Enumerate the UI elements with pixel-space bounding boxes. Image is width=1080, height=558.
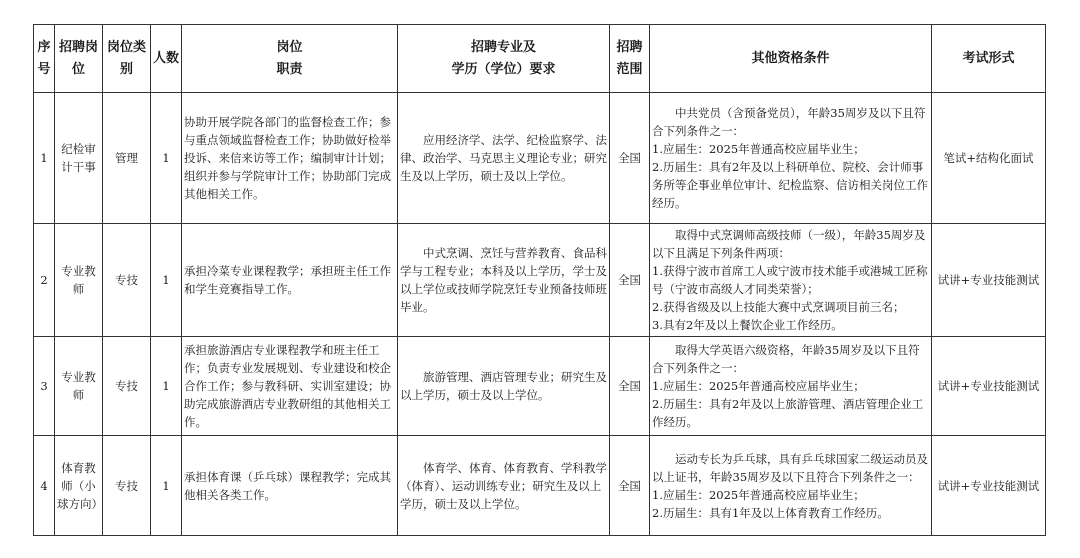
major-text: 中式烹调、烹饪与营养教育、食品科学与工程专业；本科及以上学历，学士及以上学位或技师学院烹饪专业预备技师班毕业。 <box>400 246 607 314</box>
cell-scope: 全国 <box>610 337 650 436</box>
header-scope: 招聘范围 <box>610 25 650 93</box>
header-count: 人数 <box>151 25 182 93</box>
header-duty <box>182 25 398 93</box>
cell-exam: 试讲+专业技能测试 <box>932 436 1046 536</box>
header-position: 招聘岗位 <box>55 25 103 93</box>
cell-major <box>398 337 610 436</box>
major-text: 体育学、体育、体育教育、学科教学（体育）、运动训练专业；研究生及以上学历，硕士及以上学位。 <box>400 460 607 511</box>
cell-conditions <box>650 224 932 337</box>
cell-conditions <box>650 436 932 536</box>
cell-scope: 全国 <box>610 436 650 536</box>
cell-major <box>398 224 610 337</box>
header-exam: 考试形式 <box>932 25 1046 93</box>
cell-exam: 笔试+结构化面试 <box>932 93 1046 224</box>
cell-major <box>398 93 610 224</box>
header-duty-line1: 岗位 <box>276 39 303 55</box>
header-conditions: 其他资格条件 <box>650 25 932 93</box>
cell-position: 专业教师 <box>55 224 103 337</box>
table-row <box>34 224 1046 337</box>
major-text: 旅游管理、酒店管理专业；研究生及以上学历，硕士及以上学位。 <box>400 370 607 402</box>
cond-item: 1.应届生：2025年普通高校应届毕业生； <box>652 487 865 502</box>
cond-item: 2.历届生：具有2年及以上科研单位、院校、会计师事务所等企事业单位审计、纪检监察、信访相关岗位工作经历。 <box>652 160 928 210</box>
cell-seq: 1 <box>34 93 55 224</box>
cell-position: 专业教师 <box>55 337 103 436</box>
header-duty-line2: 职责 <box>276 61 303 77</box>
header-row <box>34 25 1046 93</box>
cell-duty: 承担旅游酒店专业课程教学和班主任工作；负责专业发展规划、专业建设和校企合作工作；参与教科研、实训室建设；协助完成旅游酒店专业教研组的其他相关工作。 <box>182 337 398 436</box>
cell-count: 1 <box>151 93 182 224</box>
cell-position: 纪检审计干事 <box>55 93 103 224</box>
cond-item: 2.历届生：具有1年及以上体育教育工作经历。 <box>652 505 889 520</box>
cell-seq: 2 <box>34 224 55 337</box>
header-seq: 序号 <box>34 25 55 93</box>
cell-count: 1 <box>151 337 182 436</box>
cond-item: 1.应届生：2025年普通高校应届毕业生； <box>652 142 865 156</box>
table-row <box>34 337 1046 436</box>
recruitment-table-container <box>33 24 1046 536</box>
cell-major <box>398 436 610 536</box>
cell-category: 专技 <box>103 224 151 337</box>
major-text: 应用经济学、法学、纪检监察学、法律、政治学、马克思主义理论专业；研究生及以上学历，硕士及以上学位。 <box>400 133 607 183</box>
cell-count: 1 <box>151 224 182 337</box>
cell-seq: 3 <box>34 337 55 436</box>
cell-duty: 承担体育课（乒乓球）课程教学；完成其他相关各类工作。 <box>182 436 398 536</box>
cell-duty: 承担冷菜专业课程教学；承担班主任工作和学生竞赛指导工作。 <box>182 224 398 337</box>
cell-exam: 试讲+专业技能测试 <box>932 337 1046 436</box>
cell-scope: 全国 <box>610 93 650 224</box>
cell-seq: 4 <box>34 436 55 536</box>
cell-conditions <box>650 93 932 224</box>
table-row <box>34 436 1046 536</box>
cond-item: 2.历届生：具有2年及以上旅游管理、酒店管理企业工作经历。 <box>652 397 924 429</box>
cond-item: 3.具有2年及以上餐饮企业工作经历。 <box>652 318 843 332</box>
header-major <box>398 25 610 93</box>
cell-duty: 协助开展学院各部门的监督检查工作；参与重点领域监督检查工作；协助做好检举投诉、来信来访等工作；编制审计计划；组织并参与学院审计工作；协助部门完成其他相关工作。 <box>182 93 398 224</box>
cond-intro: 运动专长为乒乓球，具有乒乓球国家二级运动员及以上证书，年龄35周岁及以下且符合下列条件之一： <box>652 451 928 484</box>
cond-item: 2.获得省级及以上技能大赛中式烹调项目前三名； <box>652 300 905 314</box>
cond-intro: 取得大学英语六级资格，年龄35周岁及以下且符合下列条件之一： <box>652 343 920 375</box>
cond-intro: 取得中式烹调师高级技师（一级），年龄35周岁及以下且满足下列条件两项： <box>652 228 926 260</box>
cell-exam: 试讲+专业技能测试 <box>932 224 1046 337</box>
cell-category: 专技 <box>103 337 151 436</box>
cond-item: 1.获得宁波市首席工人或宁波市技术能手或港城工匠称号（宁波市高级人才同类荣誉）； <box>652 264 928 296</box>
recruitment-table <box>33 24 1046 536</box>
cell-count: 1 <box>151 436 182 536</box>
cond-item: 1.应届生：2025年普通高校应届毕业生； <box>652 379 865 393</box>
cell-position: 体育教师（小球方向） <box>55 436 103 536</box>
header-major-line1: 招聘专业及 <box>470 39 536 55</box>
cell-category: 管理 <box>103 93 151 224</box>
header-major-line2: 学历（学位）要求 <box>451 61 556 77</box>
table-row <box>34 93 1046 224</box>
cell-category: 专技 <box>103 436 151 536</box>
cell-scope: 全国 <box>610 224 650 337</box>
cond-intro: 中共党员（含预备党员），年龄35周岁及以下且符合下列条件之一： <box>652 106 926 138</box>
cell-conditions <box>650 337 932 436</box>
header-category: 岗位类别 <box>103 25 151 93</box>
